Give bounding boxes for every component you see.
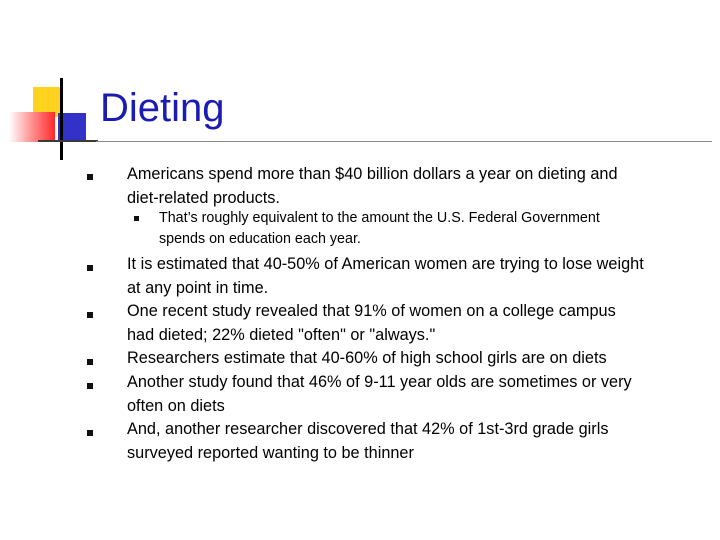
bullet-text: One recent study revealed that 91% of women on a college campus had dieted; 22% dieted "often" or "always." [127,302,616,344]
bullet-text: That’s roughly equivalent to the amount the U.S. Federal Government spends on education each year. [159,210,600,247]
bullet-text: Researchers estimate that 40-60% of high school girls are on diets [127,349,607,367]
bullet-marker [87,312,93,318]
title-underline-dark [38,140,98,142]
bullet-text: It is estimated that 40-50% of American women are trying to lose weight at any point in time. [127,255,644,297]
vertical-rule [60,78,63,160]
bullet-marker [87,383,93,389]
bullet-text: Another study found that 46% of 9-11 year olds are sometimes or very often on diets [127,373,632,415]
bullet-text: Americans spend more than $40 billion dollars a year on dieting and diet-related products. [127,165,618,207]
title-underline [96,141,712,142]
bullet-marker [134,216,139,221]
bullet-marker [87,265,93,271]
red-gradient-decoration [9,112,55,142]
bullet-marker [87,174,93,180]
bullet-marker [87,359,93,365]
bullet-marker [87,430,93,436]
title-decoration [0,0,110,170]
bullet-text: And, another researcher discovered that 42% of 1st-3rd grade girls surveyed reported wanting to be thinner [127,420,609,462]
slide-title: Dieting [100,86,225,130]
